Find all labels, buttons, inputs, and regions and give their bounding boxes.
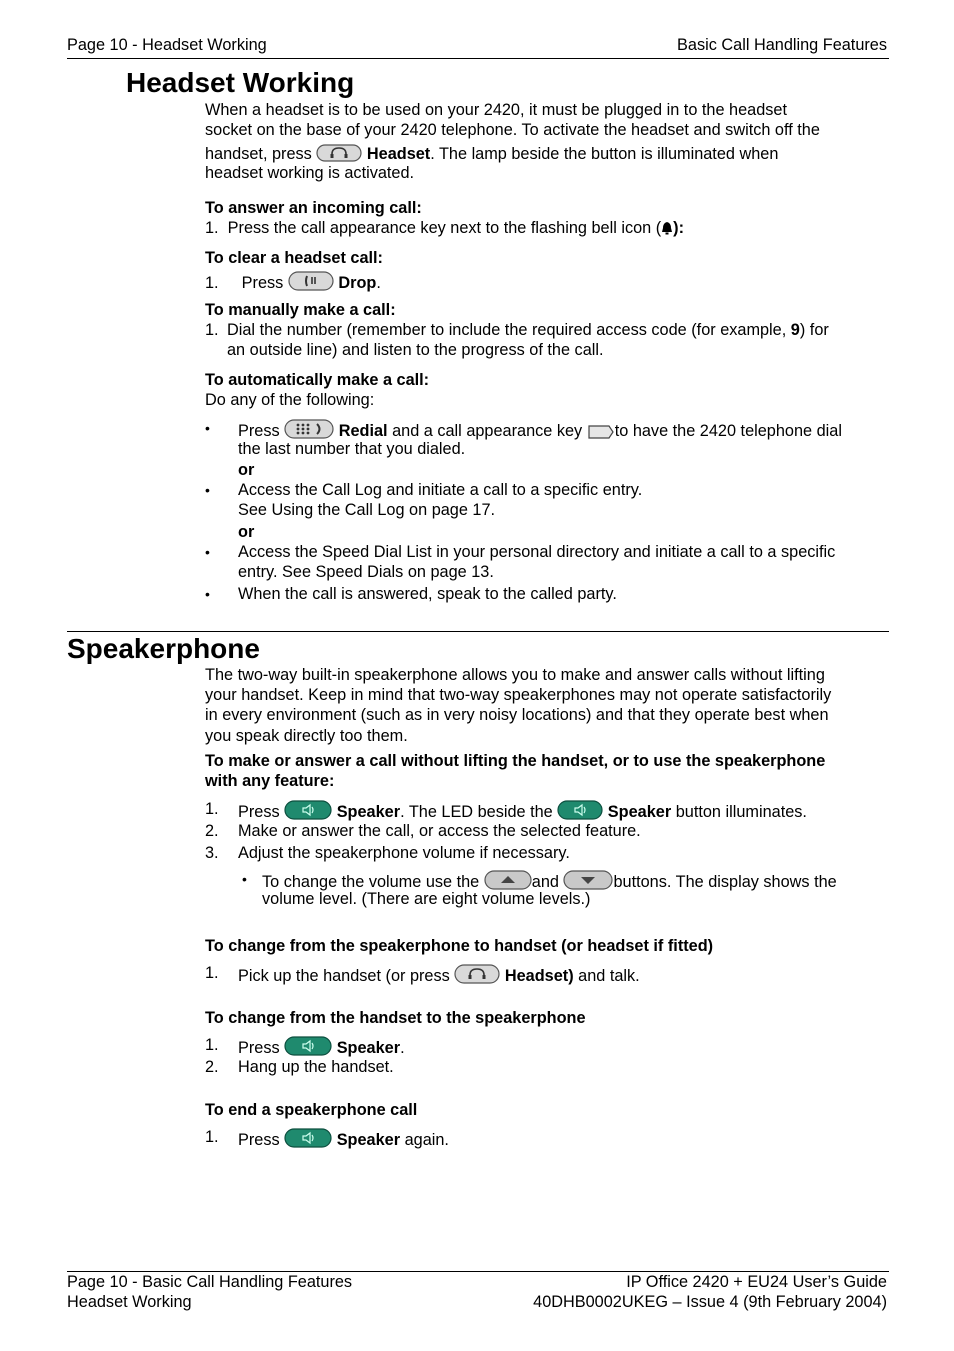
step-number: 1. — [205, 1128, 219, 1146]
auto-call-option-calllog-line2: See Using the Call Log on page 17. — [238, 501, 496, 519]
step-number: 2. — [205, 822, 219, 840]
volume-instruction: To change the volume use the and buttons. The display shows the — [262, 870, 837, 895]
manual-call-step-number: 1. — [205, 321, 219, 339]
step-number: 1. — [205, 800, 219, 818]
end-speaker-call-step: Press Speaker again. — [238, 1128, 449, 1153]
step-number: 1. — [205, 964, 219, 982]
change-to-speaker-step-2: Hang up the handset. — [238, 1058, 394, 1076]
speakerphone-section-title: Speakerphone — [67, 633, 260, 664]
auto-call-intro: Do any of the following: — [205, 391, 375, 409]
speaker-intro-line3: in every environment (such as in very noisy locations) and that they operate best when — [205, 706, 829, 724]
bullet: • — [205, 482, 210, 498]
auto-call-option-calllog: Access the Call Log and initiate a call to a specific entry. — [238, 481, 643, 499]
volume-instruction-line2: volume level. (There are eight volume levels.) — [262, 890, 591, 908]
change-to-handset-step: Pick up the handset (or press Headset) and talk. — [238, 964, 640, 989]
headset-intro-line1: When a headset is to be used on your 2420, it must be plugged in to the headset — [205, 101, 787, 119]
bullet: • — [205, 420, 210, 436]
page-header-left: Page 10 - Headset Working — [67, 36, 267, 54]
bullet: • — [242, 871, 247, 887]
call-appearance-icon — [587, 425, 615, 444]
speaker-icon — [284, 1128, 332, 1153]
headset-icon — [454, 964, 500, 989]
change-to-handset-heading: To change from the speakerphone to handset (or headset if fitted) — [205, 937, 714, 955]
speaker-step-3: Adjust the speakerphone volume if necessary. — [238, 844, 570, 862]
manual-call-step-line1: Dial the number (remember to include the required access code (for example, 9) for — [227, 321, 829, 339]
bell-icon — [661, 221, 673, 240]
or-separator: or — [238, 523, 255, 541]
clear-call-heading: To clear a headset call: — [205, 249, 383, 267]
speaker-step-1: Press Speaker. The LED beside the Speaker button illuminates. — [238, 800, 807, 825]
headset-intro-line2: socket on the base of your 2420 telephone. To activate the headset and switch off the — [205, 121, 820, 139]
answer-call-heading: To answer an incoming call: — [205, 199, 422, 217]
step-number: 1. — [205, 1036, 219, 1054]
or-separator: or — [238, 461, 255, 479]
bullet: • — [205, 586, 210, 602]
page-header-right: Basic Call Handling Features — [677, 36, 887, 54]
auto-call-heading: To automatically make a call: — [205, 371, 430, 389]
step-number: 2. — [205, 1058, 219, 1076]
headset-intro-line4: headset working is activated. — [205, 164, 415, 182]
footer-right-line2: 40DHB0002UKEG – Issue 4 (9th February 2004) — [533, 1293, 887, 1311]
auto-call-option-speeddial-line2: entry. See Speed Dials on page 13. — [238, 563, 494, 581]
make-answer-heading-line1: To make or answer a call without lifting the handset, or to use the speakerphone — [205, 752, 826, 770]
section-rule — [67, 631, 889, 632]
speaker-step-2: Make or answer the call, or access the selected feature. — [238, 822, 641, 840]
auto-call-option-redial-line2: the last number that you dialed. — [238, 440, 466, 458]
make-answer-heading-line2: with any feature: — [205, 772, 335, 790]
manual-call-heading: To manually make a call: — [205, 301, 396, 319]
step-number: 3. — [205, 844, 219, 862]
footer-right-line1: IP Office 2420 + EU24 User’s Guide — [626, 1273, 887, 1291]
change-to-speaker-heading: To change from the handset to the speakerphone — [205, 1009, 586, 1027]
bullet: • — [205, 544, 210, 560]
headset-intro-line3: handset, press Headset. The lamp beside the button is illuminated when — [205, 144, 778, 167]
drop-icon — [288, 271, 334, 296]
answer-call-step: 1. Press the call appearance key next to the flashing bell icon ( ): — [205, 219, 684, 240]
speaker-intro-line1: The two-way built-in speakerphone allows you to make and answer calls without lifting — [205, 666, 825, 684]
header-rule — [67, 58, 889, 59]
auto-call-option-answered: When the call is answered, speak to the called party. — [238, 585, 617, 603]
manual-call-step-line2: an outside line) and listen to the progress of the call. — [227, 341, 604, 359]
speaker-intro-line4: you speak directly too them. — [205, 727, 408, 745]
auto-call-option-redial: Press Redial and a call appearance key to have the 2420 telephone dial — [238, 419, 842, 444]
change-to-speaker-step-1: Press Speaker. — [238, 1036, 405, 1061]
speaker-intro-line2: your handset. Keep in mind that two-way speakerphones may not operate satisfactorily — [205, 686, 832, 704]
auto-call-option-speeddial: Access the Speed Dial List in your personal directory and initiate a call to a specific — [238, 543, 836, 561]
clear-call-step: 1. Press Drop. — [205, 271, 381, 296]
footer-left-line2: Headset Working — [67, 1293, 192, 1311]
footer-left-line1: Page 10 - Basic Call Handling Features — [67, 1273, 353, 1291]
end-speaker-call-heading: To end a speakerphone call — [205, 1101, 418, 1119]
headset-section-title: Headset Working — [126, 67, 355, 98]
footer-rule — [67, 1271, 889, 1272]
